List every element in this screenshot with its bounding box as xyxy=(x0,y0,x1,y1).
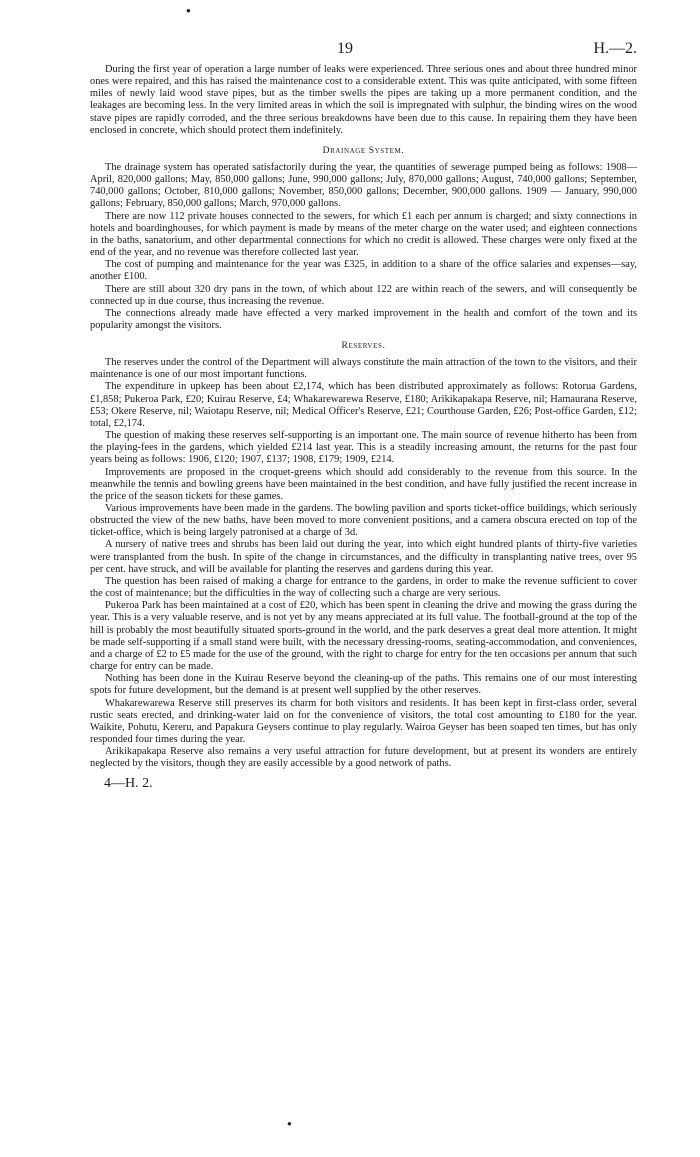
drainage-paragraph: The cost of pumping and maintenance for the year was £325, in addition to a share of the office salaries and expenses—say, another £100. xyxy=(90,259,637,283)
reserves-paragraph: Various improvements have been made in the gardens. The bowling pavilion and sports ticket-office buildings, which seriously obstructed the view of the new baths, have been moved to more convenient positions, and a camera obscura erected on top of the ticket-office, which is being largely patronised at a charge of 3d. xyxy=(90,503,637,539)
reserves-paragraph: Arikikapakapa Reserve also remains a very useful attraction for future development, but at present its wonders are entirely neglected by the visitors, though they are easily accessible by a good network of paths. xyxy=(90,746,637,770)
reserves-paragraph: The question of making these reserves self-supporting is an important one. The main source of revenue hitherto has been from the playing-fees in the gardens, which yielded £214 last year. This is a steadily increasing amount, the returns for the past four years being as follows: 1906, £120; 1907, £137; 1908, £179; 1909, £214. xyxy=(90,430,637,466)
page-number: 19 xyxy=(337,40,353,57)
drainage-paragraph: There are now 112 private houses connected to the sewers, for which £1 each per annum is charged; and sixty connections in hotels and boardinghouses, for which payment is made by means of the meter charge on the water used; and eighteen connections in the baths, sanatorium, and other departmental connections for which no credit is allowed. These charges were only fixed at the end of the year, and no revenue was therefore collected last year. xyxy=(90,210,637,259)
drainage-paragraph: There are still about 320 dry pans in the town, of which about 122 are within reach of the sewers, and will consequently be connected up in due course, thus increasing the revenue. xyxy=(90,283,637,307)
drainage-section xyxy=(90,146,637,332)
reserves-paragraph: The reserves under the control of the Department will always constitute the main attraction of the town to the visitors, and their maintenance is one of our most important functions. xyxy=(90,357,637,381)
reserves-paragraph: Improvements are proposed in the croquet-greens which should add considerably to the revenue from this source. In the meanwhile the tennis and bowling greens have been maintained in the best condition, and have fully justified the recent increase in the price of the season tickets for these games. xyxy=(90,466,637,502)
reserves-paragraph: Nothing has been done in the Kuirau Reserve beyond the cleaning-up of the paths. This remains one of our most interesting spots for future development, but the demand is at present well supplied by the other reserves. xyxy=(90,673,637,697)
reserves-paragraph: Whakarewarewa Reserve still preserves its charm for both visitors and residents. It has been kept in first-class order, several rustic seats erected, and drinking-water laid on for the convenience of visitors, the total cost amounting to £180 for the year. Waikite, Pohutu, Kereru, and Papakura Geysers continue to play regularly. Wairoa Geyser has been soaped ten times, but has only responded four times during the year. xyxy=(90,697,637,745)
drainage-paragraph: The connections already made have effected a very marked improvement in the health and comfort of the town and its popularity amongst the visitors. xyxy=(90,307,637,331)
bottom-dot-mark: ● xyxy=(287,1119,292,1128)
intro-section xyxy=(90,64,637,137)
drainage-paragraph: The drainage system has operated satisfactorily during the year, the quantities of sewerage pumped being as follows: 1908—April, 820,000 gallons; May, 850,000 gallons; June, 990,000 gallons; July, 870,000 gallons; August, 740,000 gallons; September, 740,000 gallons; October, 810,000 gallons; November, 850,000 gallons; December, 900,000 gallons. 1909 — January, 990,000 gallons; February, 850,000 gallons; March, 970,000 gallons. xyxy=(90,161,637,210)
reserves-paragraph: Pukeroa Park has been maintained at a cost of £20, which has been spent in cleaning the drive and mowing the grass during the year. This is a very valuable reserve, and is not yet by any means appreciated at its full value. The football-ground at the top of the hill is probably the most beautifully situated sports-ground in the world, and the park deserves a great deal more attention. It might be made self-supporting if a small stand were built, with the necessary dressing-rooms, seating-accommodation, and conveniences, and a charge of £2 to £5 made for the use of the ground, with the right to charge for entry for the ten occasions per annum that such charge for entry can be made. xyxy=(90,600,637,673)
footer-signature: 4—H. 2. xyxy=(104,776,153,792)
page-header xyxy=(90,40,637,64)
reserves-paragraph: The expenditure in upkeep has been about £2,174, which has been distributed approximately as follows: Rotorua Gardens, £1,858; Pukeroa Park, £20; Kuirau Reserve, £4; Whakarewarewa Reserve, £180; Arikikapakapa Reserve, nil; Hamaurana Reserve, £53; Okere Reserve, nil; Waiotapu Reserve, nil; Medical Officer's Reserve, £21; Courthouse Garden, £26; Post-office Garden, £12; total, £2,174. xyxy=(90,381,637,429)
reserves-heading: Reserves. xyxy=(341,341,386,352)
document-page xyxy=(90,40,637,792)
intro-paragraph: During the first year of operation a large number of leaks were experienced. Three serious ones and about three hundred minor ones were repaired, and this has raised the maintenance cost to a considerable extent. This was quite anticipated, with some fifteen miles of newly laid wood stave pipes, but as the timber swells the pipes are taking up a more permanent condition, and the leakages are becoming less. In the very limited areas in which the soil is impregnated with sulphur, the binding wires on the wood stave pipes are rapidly corroded, and the three serious breakdowns have been due to this cause. In repairing them they have been enclosed in concrete, which should protect them indefinitely. xyxy=(90,64,637,136)
reserves-paragraph: The question has been raised of making a charge for entrance to the gardens, in order to make the revenue sufficient to cover the cost of maintenance; but the difficulties in the way of collecting such a charge are very serious. xyxy=(90,575,637,600)
drainage-heading: Drainage System. xyxy=(322,145,405,156)
reserves-paragraph: A nursery of native trees and shrubs has been laid out during the year, into which eight hundred plants of thirty-five varieties were transplanted from the bush. In spite of the change in circumstances, and the difficulty in transplanting native trees, over 95 per cent. have struck, and will be available for planting the reserves and gardens during this year. xyxy=(90,539,637,575)
page-reference: H.—2. xyxy=(593,40,637,57)
reserves-section xyxy=(90,341,637,770)
top-dot-mark: ● xyxy=(186,6,191,15)
